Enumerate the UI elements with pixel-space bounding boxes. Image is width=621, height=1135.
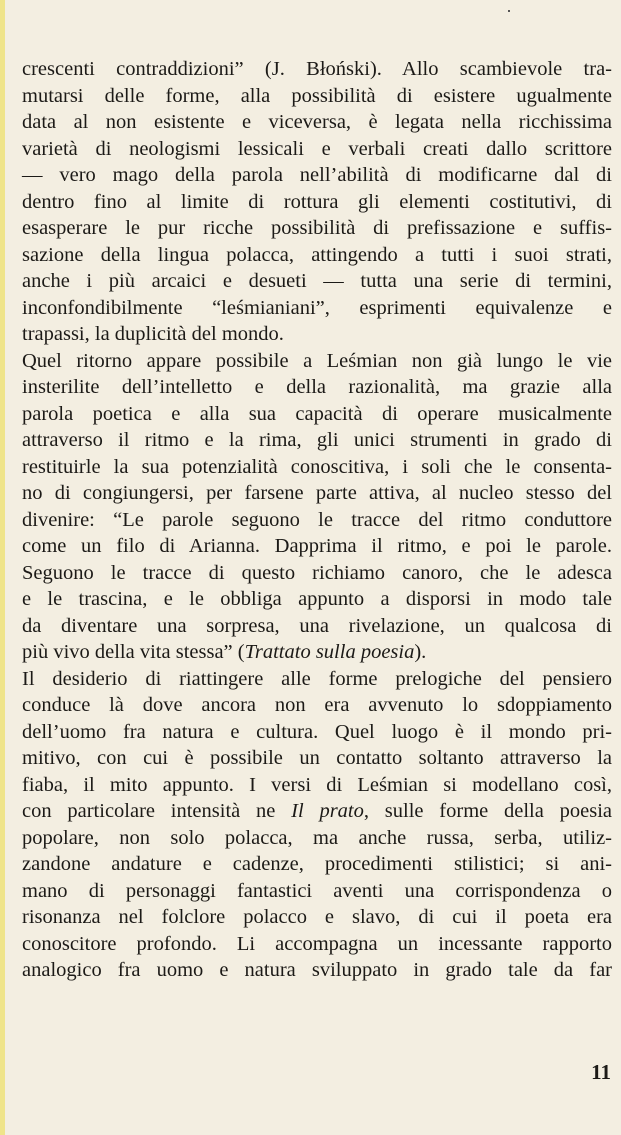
text-line: risonanza nel folclore polacco e slavo, di cui il poeta era: [22, 906, 612, 928]
speck: [508, 10, 510, 12]
text-segment: , sulle forme della poesia: [363, 800, 612, 822]
text-line: anche i più arcaici e desueti — tutta una serie di termini,: [22, 270, 612, 292]
text-line: mutarsi delle forme, alla possibilità di esistere ugualmente: [22, 84, 612, 107]
text-line: — vero mago della parola nell’abilità di modificarne dal di: [22, 164, 612, 186]
text-segment: più vivo della vita stessa” (: [22, 641, 245, 663]
text-line: inconfondibilmente “leśmianiani”, esprimenti equivalenze e: [22, 296, 612, 319]
text-line: data al non esistente e viceversa, è legata nella ricchissima: [22, 111, 612, 133]
text-line: parola poetica e alla sua capacità di operare musicalmente: [22, 402, 612, 425]
text-line: crescenti contraddizioni” (J. Błoński). Allo scambievole tra-: [22, 58, 612, 80]
text-line: restituirle la sua potenzialità conoscitiva, i soli che le consenta-: [22, 455, 612, 478]
text-line: dentro fino al limite di rottura gli elementi costitutivi, di: [22, 190, 612, 213]
text-line: fiaba, il mito appunto. I versi di Leśmian si modellano così,: [22, 773, 612, 796]
text-line: conoscitore profondo. Li accompagna un incessante rapporto: [22, 932, 612, 955]
italic-title: Trattato sulla poesia: [244, 641, 415, 663]
text-line: e le trascina, e le obbliga appunto a disporsi in modo tale: [22, 588, 612, 610]
body-text: [22, 56, 612, 984]
text-line: varietà di neologismi lessicali e verbali creati dallo scrittore: [22, 137, 612, 160]
text-line: Quel ritorno appare possibile a Leśmian non già lungo le vie: [22, 349, 612, 372]
text-line: conduce là dove ancora non era avvenuto lo sdoppiamento: [22, 694, 612, 716]
text-line: Il desiderio di riattingere alle forme prelogiche del pensiero: [22, 667, 612, 690]
text-line: trapassi, la duplicità del mondo.: [22, 323, 284, 345]
text-line: popolare, non solo polacca, ma anche russa, serba, utiliz-: [22, 826, 612, 849]
text-line: [22, 639, 612, 666]
text-line: [22, 798, 612, 825]
italic-title: Il prato: [291, 800, 364, 822]
page-edge: [0, 0, 5, 1135]
text-line: da diventare una sorpresa, una rivelazione, un qualcosa di: [22, 614, 612, 637]
text-line: Seguono le tracce di questo richiamo canoro, che le adesca: [22, 561, 612, 584]
text-line: sazione della lingua polacca, attingendo a tutti i suoi strati,: [22, 243, 612, 266]
text-line: zandone andature e cadenze, procedimenti stilistici; si ani-: [22, 853, 612, 875]
text-line: analogico fra uomo e natura sviluppato in grado tale da far: [22, 959, 612, 981]
text-line: divenire: “Le parole seguono le tracce del ritmo conduttore: [22, 508, 612, 531]
text-line: insterilite dell’intelletto e della razionalità, ma grazie alla: [22, 376, 612, 398]
text-line: mano di personaggi fantastici aventi una corrispondenza o: [22, 879, 612, 902]
text-line: esasperare le pur ricche possibilità di prefissazione e suffis-: [22, 217, 612, 239]
text-line: dell’uomo fra natura e cultura. Quel luogo è il mondo pri-: [22, 720, 612, 743]
text-segment: ).: [414, 641, 427, 663]
text-line: mitivo, con cui è possibile un contatto soltanto attraverso la: [22, 747, 612, 769]
text-line: attraverso il ritmo e la rima, gli unici strumenti in grado di: [22, 429, 612, 451]
text-segment: con particolare intensità ne: [22, 800, 292, 822]
page-number: 11: [591, 1060, 611, 1084]
text-line: come un filo di Arianna. Dapprima il ritmo, e poi le parole.: [22, 535, 612, 557]
text-line: no di congiungersi, per farsene parte attiva, al nucleo stesso del: [22, 482, 612, 504]
